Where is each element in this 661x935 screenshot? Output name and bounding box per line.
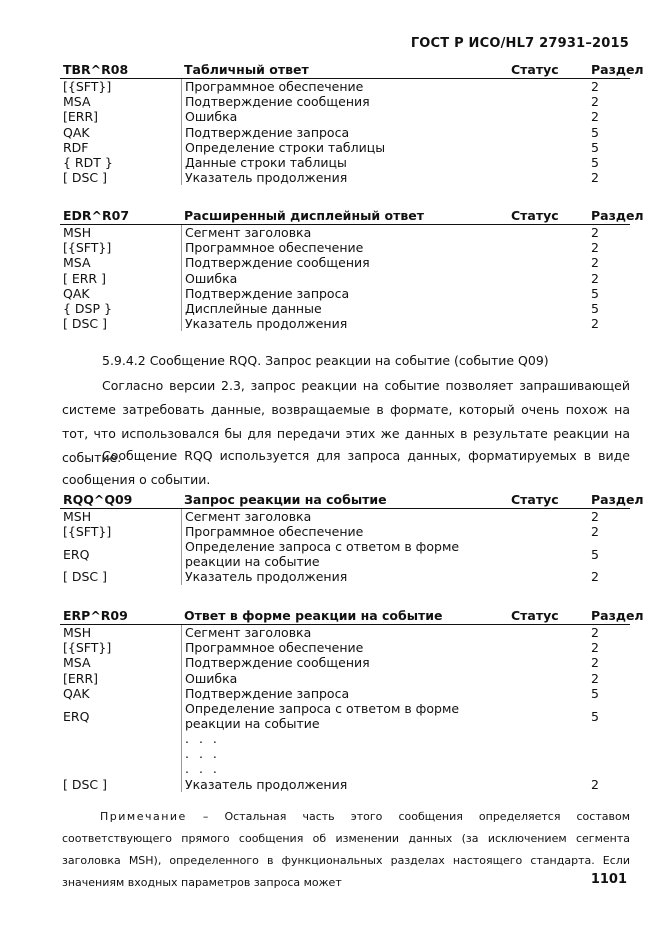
table-row: [ DSC ] Указатель продолжения 2 (63, 569, 599, 585)
note-label: Примечание (100, 810, 187, 823)
table-row: [ ERR ] Ошибка 2 (63, 270, 599, 286)
table-row: [{SFT}] Программное обеспечение 2 (63, 640, 599, 656)
table-row: [{SFT}] Программное обеспечение 2 (63, 524, 599, 540)
note (62, 806, 630, 894)
table-row: [ DSC ] Указатель продолжения 2 (63, 316, 599, 332)
table-row: MSH Сегмент заголовка 2 (63, 625, 599, 640)
ellipsis: . . . (181, 761, 511, 776)
table-header (60, 208, 644, 225)
table-row: MSH Сегмент заголовка 2 (63, 509, 599, 524)
table-row: MSH Сегмент заголовка 2 (63, 225, 599, 240)
header-status: Статус (511, 608, 559, 623)
header-status: Статус (511, 62, 559, 77)
header-description: Расширенный дисплейный ответ (184, 208, 424, 223)
ellipsis: . . . (181, 731, 511, 746)
header-description: Ответ в форме реакции на событие (184, 608, 443, 623)
table-row: ERQ Определение запроса с ответом в форме реакции на событие 5 (63, 701, 599, 732)
ellipsis: . . . (181, 746, 511, 761)
table-row: [{SFT}] Программное обеспечение 2 (63, 240, 599, 256)
header-message: TBR^R08 (63, 62, 129, 77)
table-row: [ERR] Ошибка 2 (63, 109, 599, 125)
table-row (60, 761, 630, 776)
header-status: Статус (511, 492, 559, 507)
table-row: QAK Подтверждение запроса 5 (63, 285, 599, 301)
table-erp-r09 (60, 608, 644, 792)
section-heading: 5.9.4.2 Сообщение RQQ. Запрос реакции на событие (событие Q09) (102, 353, 549, 368)
table-row: QAK Подтверждение запроса 5 (63, 685, 599, 701)
table-row (60, 731, 630, 746)
table-rqq-q09 (60, 492, 644, 585)
note-text: – Остальная часть этого сообщения определяется составом соответствующего прямого сообщения об изменении данных (за исключением сегмента заголовка MSH), определенного в функциональных разделах настоящего стандарта. Если значениям входных параметров запроса может (62, 810, 630, 889)
header-section: Раздел (591, 608, 644, 623)
document-header: ГОСТ Р ИСО/HL7 27931–2015 (410, 36, 629, 51)
header-description: Табличный ответ (184, 62, 309, 77)
header-message: ERP^R09 (63, 608, 128, 623)
header-section: Раздел (591, 62, 644, 77)
table-row: MSA Подтверждение сообщения 2 (63, 94, 599, 110)
table-row: [ DSC ] Указатель продолжения 2 (63, 170, 599, 186)
header-status: Статус (511, 208, 559, 223)
table-row: { DSP } Дисплейные данные 5 (63, 301, 599, 317)
header-section: Раздел (591, 208, 644, 223)
table-row: [ DSC ] Указатель продолжения 2 (63, 776, 599, 792)
table-row: ERQ Определение запроса с ответом в форме реакции на событие 5 (63, 539, 599, 570)
table-row: QAK Подтверждение запроса 5 (63, 124, 599, 140)
table-row: [{SFT}] Программное обеспечение 2 (63, 79, 599, 94)
table-row: MSA Подтверждение сообщения 2 (63, 255, 599, 271)
table-header (60, 608, 644, 625)
page-number: 1101 (590, 872, 627, 887)
table-row: [ERR] Ошибка 2 (63, 670, 599, 686)
header-message: EDR^R07 (63, 208, 130, 223)
paragraph-2: Сообщение RQQ используется для запроса данных, форматируемых в виде сообщения о событии. (62, 448, 630, 487)
table-row (60, 746, 630, 761)
header-section: Раздел (591, 492, 644, 507)
table-row: MSA Подтверждение сообщения 2 (63, 655, 599, 671)
table-tbr-r08 (60, 62, 644, 186)
table-header (60, 62, 644, 79)
table-row: { RDT } Данные строки таблицы 5 (63, 155, 599, 171)
paragraph-1: Согласно версии 2.3, запрос реакции на событие позволяет запрашивающей системе затребовать данные, возвращаемые в формате, который очень похож на тот, что использовался бы для передачи этих же данных в результате реакции на событие. (62, 378, 630, 465)
table-edr-r07 (60, 208, 644, 332)
table-header (60, 492, 644, 509)
header-message: RQQ^Q09 (63, 492, 133, 507)
header-description: Запрос реакции на событие (184, 492, 387, 507)
table-row: RDF Определение строки таблицы 5 (63, 139, 599, 155)
